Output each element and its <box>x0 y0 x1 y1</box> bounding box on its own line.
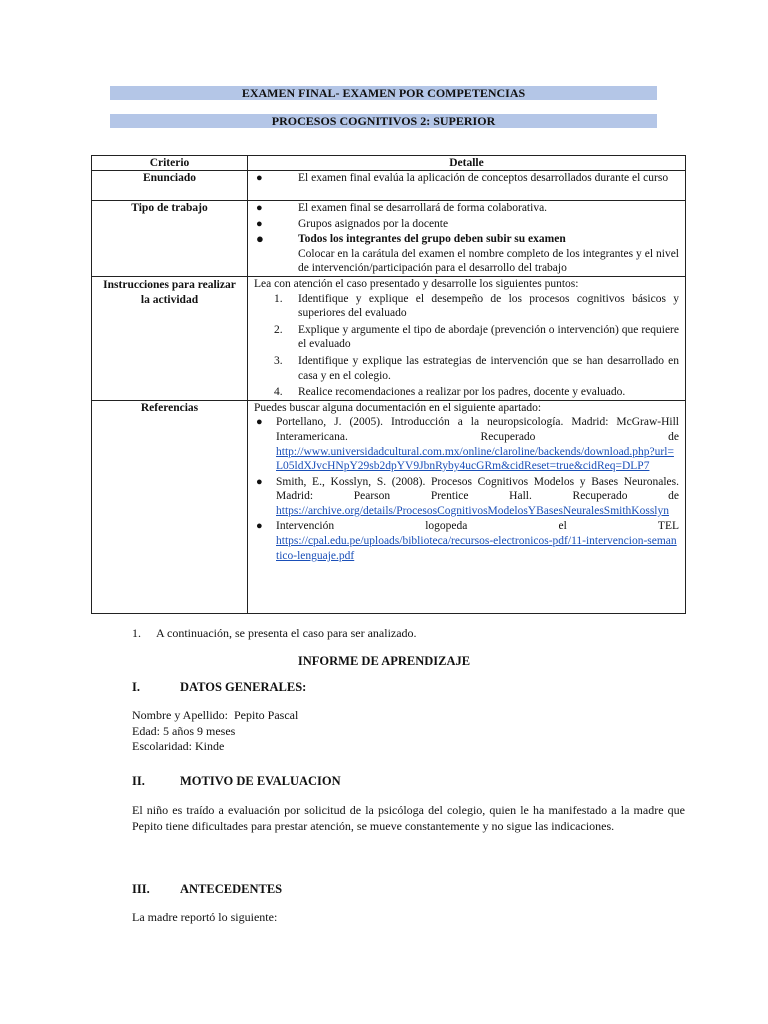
table-row <box>92 201 686 277</box>
criterion-tipo-trabajo: Tipo de trabajo <box>92 201 248 277</box>
reference-title-line <box>276 519 679 534</box>
bullet-icon: ● <box>256 520 263 533</box>
criterion-referencias: Referencias <box>92 400 248 613</box>
list-item <box>254 232 679 247</box>
section3-heading <box>132 882 283 897</box>
criterion-instrucciones: Instrucciones para realizar la actividad <box>92 276 248 400</box>
list-item: 4. Realice recomendaciones a realizar por los padres, docente y evaluado. <box>274 386 626 399</box>
motivo-text: El niño es traído a evaluación por solicitud de la psicóloga del colegio, quien le ha manifestado a la madre que Pepito tiene dificultades para prestar atención, se mueve constantemente y no sigue las indicaciones. <box>132 803 685 833</box>
bullet-text: El examen final se desarrollará de forma colaborativa. <box>298 202 548 214</box>
reference-text: Portellano, J. (2005). Introducción a la neuropsicología. Madrid: McGraw-Hill Interamericana. Recuperado de <box>276 416 679 443</box>
bullet-icon: ● <box>256 172 263 184</box>
item-text: Realice recomendaciones a realizar por los padres, docente y evaluado. <box>298 386 626 399</box>
rubric-table <box>91 155 686 614</box>
list-item: 2. Explique y argumente el tipo de abordaje (prevención o intervención) que requiere el evaluado <box>274 323 679 351</box>
header-criterio: Criterio <box>92 156 248 171</box>
ref-word: TEL <box>657 520 679 533</box>
reference-link[interactable]: https://cpal.edu.pe/uploads/biblioteca/recursos-electronicos-pdf/11-intervencion-semantico-lenguaje.pdf <box>276 535 677 562</box>
datos-generales <box>132 708 685 755</box>
section1-numeral: I. <box>132 680 140 694</box>
report-title: INFORME DE APRENDIZAJE <box>297 654 471 668</box>
bullet-icon: ● <box>256 217 263 230</box>
reference-link[interactable]: https://archive.org/details/ProcesosCognitivosModelosYBasesNeuralesSmithKosslyn <box>276 504 669 517</box>
criterion-enunciado: Enunciado <box>92 171 248 201</box>
detail-tipo-trabajo <box>248 201 686 277</box>
ref-word: logopeda <box>425 520 468 533</box>
tipo-note: Colocar en la carátula del examen el nombre completo de los integrantes y el nivel de intervención/participación para el desarrollo del trabajo <box>298 247 679 275</box>
reference-link[interactable]: http://www.universidadcultural.com.mx/online/claroline/backends/download.php?url=L05ldXJvcHNpY29sb2dpYV9JbnRyby4ucGRm&cidReset=true&cidReq=DLP7 <box>276 445 674 473</box>
ref-word: Intervención <box>276 520 335 533</box>
section2-numeral: II. <box>132 774 145 788</box>
ref-word: el <box>558 520 567 533</box>
list-item <box>254 519 679 563</box>
detail-referencias <box>248 400 686 613</box>
detail-instrucciones <box>248 276 686 400</box>
bullet-text: El examen final evalúa la aplicación de conceptos desarrollados durante el curso <box>298 172 669 184</box>
list-item <box>254 415 679 473</box>
list-item <box>254 171 679 186</box>
section2-heading <box>132 774 341 789</box>
list-item <box>254 475 679 519</box>
school-line: Escolaridad: Kinde <box>132 739 225 753</box>
antecedentes-text: La madre reportó lo siguiente: <box>132 910 278 924</box>
item-text: Explique y argumente el tipo de abordaje (prevención o intervención) que requiere el evaluado <box>298 323 679 351</box>
bullet-icon: ● <box>256 416 263 429</box>
table-row <box>92 400 686 613</box>
section1-title: DATOS GENERALES: <box>180 680 307 694</box>
section3-title: ANTECEDENTES <box>180 882 283 896</box>
section2-title: MOTIVO DE EVALUACION <box>180 774 341 788</box>
bullet-icon: ● <box>256 475 263 488</box>
section1-heading <box>132 680 307 695</box>
instructions-intro: Lea con atención el caso presentado y desarrolle los siguientes puntos: <box>254 277 579 290</box>
reference-text: Smith, E., Kosslyn, S. (2008). Procesos Cognitivos Modelos y Bases Neuronales. Madrid: Pearson Prentice Hall. Recuperado de <box>276 475 679 503</box>
section3-numeral: III. <box>132 882 150 896</box>
list-item <box>254 201 679 216</box>
table-row <box>92 171 686 201</box>
header-detalle: Detalle <box>248 156 686 171</box>
bullet-text: Grupos asignados por la docente <box>298 217 449 230</box>
bullet-icon: ● <box>256 231 264 247</box>
case-number: 1. <box>132 626 141 640</box>
name-line: Nombre y Apellido: Pepito Pascal <box>132 708 299 722</box>
bullet-text: Todos los integrantes del grupo deben subir su examen <box>298 233 566 246</box>
list-item: 1. Identifique y explique el desempeño de los procesos cognitivos básicos y superiores del evaluado <box>274 292 679 320</box>
list-item <box>254 217 679 232</box>
item-text: Identifique y explique las estrategias de intervención que se han desarrollado en casa y en el colegio. <box>298 354 679 382</box>
detail-enunciado <box>248 171 686 201</box>
list-item: 3. Identifique y explique las estrategias de intervención que se han desarrollado en casa y en el colegio. <box>274 354 679 382</box>
bullet-icon: ● <box>256 202 263 214</box>
case-intro <box>132 626 417 641</box>
age-line: Edad: 5 años 9 meses <box>132 723 236 738</box>
table-header-row <box>92 156 686 171</box>
case-intro-text: A continuación, se presenta el caso para ser analizado. <box>156 626 417 640</box>
references-intro: Puedes buscar alguna documentación en el siguiente apartado: <box>254 401 542 414</box>
table-row <box>92 276 686 400</box>
exam-title-banner: EXAMEN FINAL- EXAMEN POR COMPETENCIAS <box>110 86 657 100</box>
course-title-banner: PROCESOS COGNITIVOS 2: SUPERIOR <box>110 114 657 128</box>
item-text: Identifique y explique el desempeño de los procesos cognitivos básicos y superiores del evaluado <box>298 292 679 320</box>
